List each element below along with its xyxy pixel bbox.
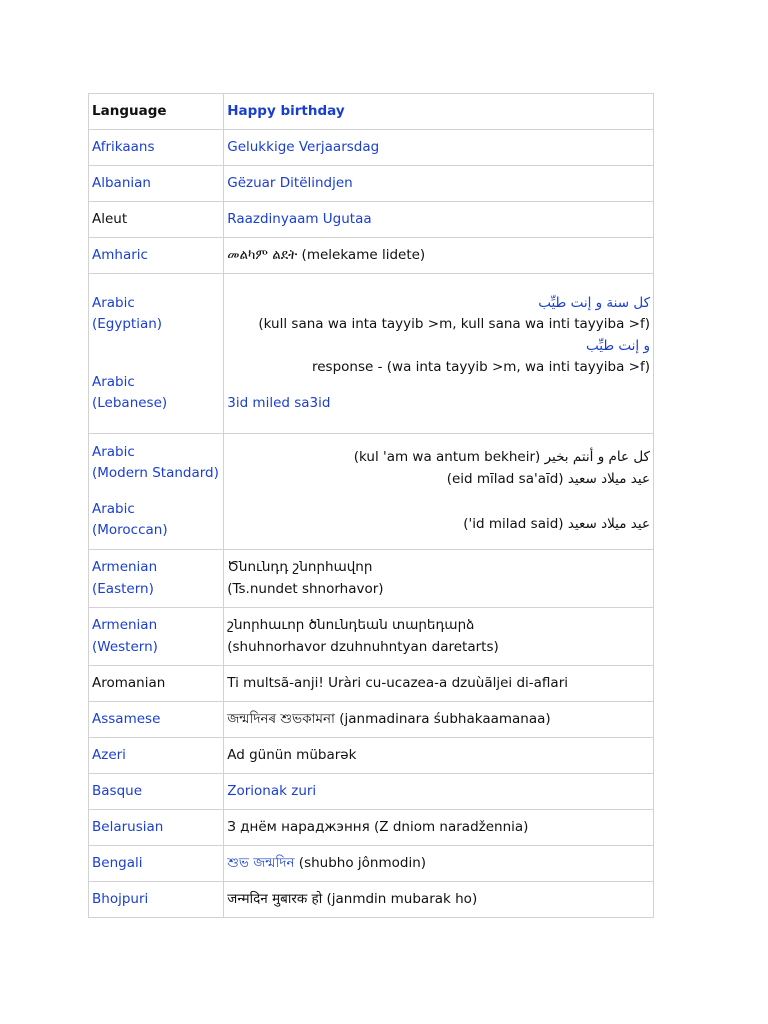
phrase-bengali-translit: (shubho jônmodin) — [294, 854, 427, 871]
table-row — [89, 238, 654, 274]
arabic-languages-cell — [89, 274, 224, 434]
language-name: Arabic — [92, 443, 135, 460]
header-language: Language — [89, 94, 224, 130]
arabic-phrases-cell — [224, 274, 654, 434]
table-row — [89, 702, 654, 738]
phrase-armenian-eastern-translit: (Ts.nundet shnorhavor) — [227, 580, 384, 597]
language-link-albanian[interactable]: Albanian — [89, 166, 224, 202]
language-link-basque[interactable]: Basque — [89, 774, 224, 810]
phrase-link-bengali-script[interactable]: শুভ জন্মদিন — [227, 854, 295, 871]
table-row — [89, 550, 654, 608]
language-link-arabic-lebanese[interactable] — [92, 372, 220, 415]
phrase-link-basque[interactable]: Zorionak zuri — [224, 774, 654, 810]
phrase-arabic-egyptian-translit: (kull sana wa inta tayyib >m, kull sana wa inti tayyiba >f) — [258, 316, 650, 333]
spacer — [227, 379, 650, 393]
table-row — [89, 774, 654, 810]
language-variant: (Lebanese) — [92, 395, 168, 411]
language-name: Arabic — [92, 373, 135, 390]
language-variant: (Moroccan) — [92, 522, 168, 538]
phrase-arabic-msa-line1: (kul 'am wa antum bekheir) كل عام و أنتم بخير — [353, 449, 650, 466]
phrase-aromanian: Ti multsã-anji! Uràri cu-ucazea-a dzuùãljei di-aflari — [224, 666, 654, 702]
phrase-armenian-western-translit: (shuhnorhavor dzuhnuhntyan daretarts) — [227, 638, 499, 655]
language-variant: (Modern Standard) — [92, 465, 219, 481]
table-row — [89, 846, 654, 882]
table-row — [89, 666, 654, 702]
header-happy-birthday-link[interactable]: Happy birthday — [224, 94, 654, 130]
phrase-arabic-moroccan: ('id milad said) عيد ميلاد سعيد — [463, 516, 650, 533]
language-link-azeri[interactable]: Azeri — [89, 738, 224, 774]
table-row — [89, 810, 654, 846]
language-cell-armenian-western — [89, 608, 224, 666]
language-link-armenian-eastern[interactable] — [92, 557, 220, 600]
language-link-armenian-western[interactable] — [92, 615, 220, 658]
phrase-cell-bengali — [224, 846, 654, 882]
language-name: Arabic — [92, 500, 135, 517]
language-link-arabic-moroccan[interactable] — [92, 499, 220, 542]
language-link-assamese[interactable]: Assamese — [89, 702, 224, 738]
phrase-bhojpuri: जन्मदिन मुबारक हो (janmdin mubarak ho) — [224, 882, 654, 918]
table-row — [89, 130, 654, 166]
phrase-assamese: জন্মদিনৰ শুভকামনা (janmadinara śubhakaamanaa) — [224, 702, 654, 738]
language-variant: (Eastern) — [92, 580, 154, 597]
language-name: Arabic — [92, 294, 135, 311]
language-name: Armenian — [92, 617, 158, 633]
language-link-amharic[interactable]: Amharic — [89, 238, 224, 274]
table-row — [89, 166, 654, 202]
phrase-link-arabic-lebanese[interactable]: 3id miled sa3id — [227, 394, 331, 411]
phrase-arabic-egyptian-response: response - (wa inta tayyib >m, wa inti tayyiba >f) — [311, 359, 650, 376]
language-link-arabic-msa[interactable] — [92, 442, 220, 485]
phrase-armenian-eastern-script: Ծնունդդ շնորհավոր — [227, 559, 373, 575]
table-row — [89, 202, 654, 238]
phrase-link-arabic-egyptian-script[interactable]: كل سنة و إنت طيِّب — [538, 294, 650, 311]
arabic-msa-phrases-cell — [224, 434, 654, 550]
language-table — [88, 93, 654, 918]
phrase-cell-armenian-western — [224, 608, 654, 666]
language-link-afrikaans[interactable]: Afrikaans — [89, 130, 224, 166]
language-cell-armenian-eastern — [89, 550, 224, 608]
arabic-msa-languages-cell — [89, 434, 224, 550]
spacer — [92, 336, 220, 372]
language-variant: (Western) — [92, 638, 158, 655]
phrase-belarusian: З днём нараджэння (Z dniom naradžennia) — [224, 810, 654, 846]
language-link-bhojpuri[interactable]: Bhojpuri — [89, 882, 224, 918]
table-header-row — [89, 94, 654, 130]
phrase-amharic: መልካም ልደት (melekame lidete) — [224, 238, 654, 274]
table-row-arabic-msa — [89, 434, 654, 550]
spacer — [92, 485, 220, 499]
table-row — [89, 738, 654, 774]
phrase-azeri: Ad günün mübarək — [224, 738, 654, 774]
language-link-belarusian[interactable]: Belarusian — [89, 810, 224, 846]
phrase-link-arabic-egyptian-response-script[interactable]: و إنت طيِّب — [586, 337, 650, 354]
language-link-bengali[interactable]: Bengali — [89, 846, 224, 882]
language-variant: (Egyptian) — [92, 316, 163, 332]
language-aleut: Aleut — [89, 202, 224, 238]
spacer — [227, 490, 650, 514]
table-row — [89, 608, 654, 666]
table-row — [89, 882, 654, 918]
phrase-link-albanian[interactable]: Gëzuar Ditëlindjen — [224, 166, 654, 202]
table-row-arabic — [89, 274, 654, 434]
language-link-arabic-egyptian[interactable] — [92, 293, 220, 336]
phrase-arabic-msa-line2: (eid mīlad sa'aīd) عيد ميلاد سعيد — [446, 470, 650, 487]
language-aromanian: Aromanian — [89, 666, 224, 702]
phrase-link-aleut[interactable]: Raazdinyaam Ugutaa — [224, 202, 654, 238]
phrase-link-afrikaans[interactable]: Gelukkige Verjaarsdag — [224, 130, 654, 166]
phrase-armenian-western-script: շնորհաւոր ծնունդեան տարեդարձ — [227, 617, 475, 633]
phrase-cell-armenian-eastern — [224, 550, 654, 608]
language-name: Armenian — [92, 559, 158, 575]
